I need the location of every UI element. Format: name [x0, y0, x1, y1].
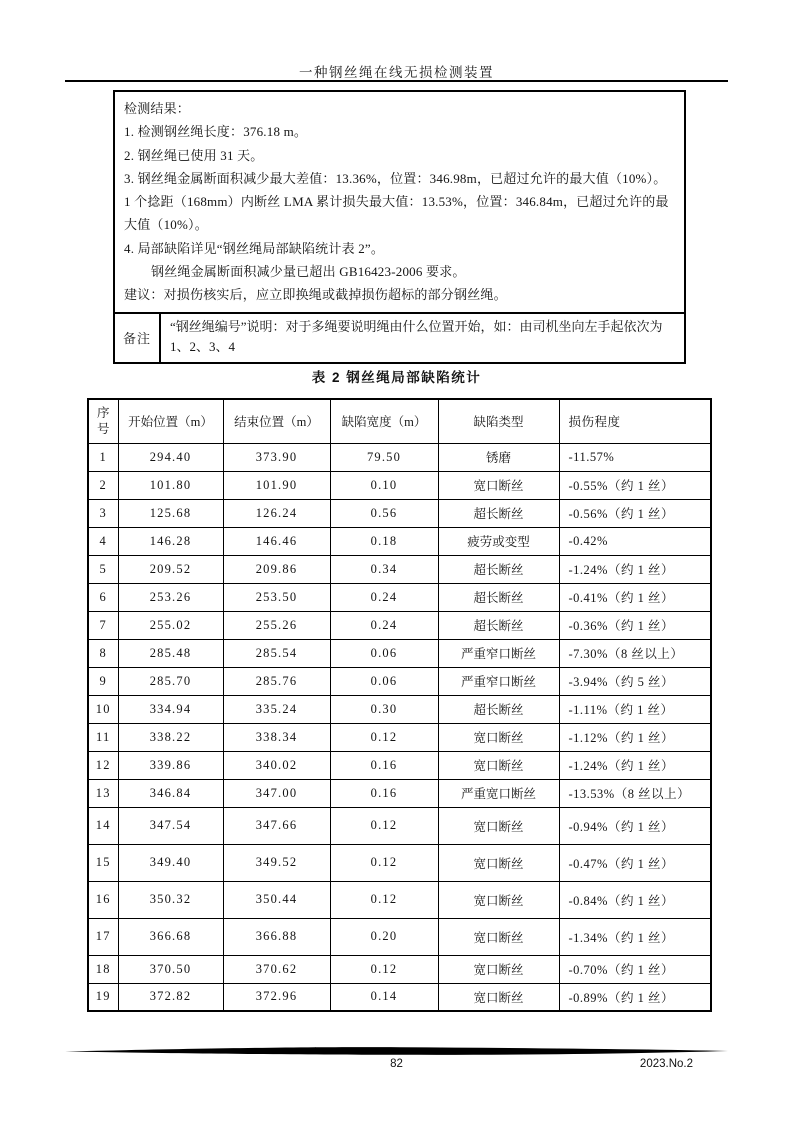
table-row	[88, 751, 711, 779]
cell-seq: 13	[88, 779, 118, 807]
cell-defect-type: 宽口断丝	[438, 471, 559, 499]
cell-end-position: 209.86	[223, 555, 330, 583]
cell-seq: 15	[88, 844, 118, 881]
column-header-defect-width: 缺陷宽度（m）	[330, 399, 438, 443]
cell-end-position: 253.50	[223, 583, 330, 611]
cell-start-position: 372.82	[118, 983, 223, 1011]
table-row	[88, 611, 711, 639]
cell-damage-degree: -0.89%（约 1 丝）	[559, 983, 711, 1011]
cell-damage-degree: -0.56%（约 1 丝）	[559, 499, 711, 527]
cell-damage-degree: -1.11%（约 1 丝）	[559, 695, 711, 723]
cell-end-position: 373.90	[223, 443, 330, 471]
cell-start-position: 334.94	[118, 695, 223, 723]
cell-defect-width: 0.56	[330, 499, 438, 527]
cell-end-position: 101.90	[223, 471, 330, 499]
table-row	[88, 779, 711, 807]
table-row	[88, 723, 711, 751]
cell-defect-type: 宽口断丝	[438, 723, 559, 751]
cell-defect-type: 宽口断丝	[438, 844, 559, 881]
header-rule	[65, 80, 728, 82]
cell-defect-width: 0.16	[330, 751, 438, 779]
inspection-result-box	[113, 90, 686, 364]
table-row	[88, 443, 711, 471]
column-header-defect-type: 缺陷类型	[438, 399, 559, 443]
report-line: 2. 钢丝绳已使用 31 天。	[124, 147, 264, 163]
cell-seq: 12	[88, 751, 118, 779]
table-row	[88, 918, 711, 955]
cell-damage-degree: -0.42%	[559, 527, 711, 555]
cell-damage-degree: -0.70%（约 1 丝）	[559, 955, 711, 983]
cell-defect-width: 0.34	[330, 555, 438, 583]
document-header-title: 一种钢丝绳在线无损检测装置	[299, 65, 494, 80]
cell-seq: 5	[88, 555, 118, 583]
table-row	[88, 983, 711, 1011]
cell-end-position: 335.24	[223, 695, 330, 723]
cell-start-position: 209.52	[118, 555, 223, 583]
cell-damage-degree: -0.55%（约 1 丝）	[559, 471, 711, 499]
cell-start-position: 255.02	[118, 611, 223, 639]
cell-start-position: 350.32	[118, 881, 223, 918]
cell-damage-degree: -7.30%（8 丝以上）	[559, 639, 711, 667]
cell-defect-width: 0.06	[330, 639, 438, 667]
cell-defect-width: 0.10	[330, 471, 438, 499]
cell-seq: 4	[88, 527, 118, 555]
defect-table-header-row	[88, 399, 711, 443]
cell-defect-type: 严重窄口断丝	[438, 639, 559, 667]
cell-defect-type: 宽口断丝	[438, 918, 559, 955]
cell-start-position: 285.70	[118, 667, 223, 695]
defect-table	[87, 398, 712, 1012]
report-line: 3. 钢丝绳金属断面积减少最大差值：13.36%，位置：346.98m，已超过允许的最大值（10%）。	[124, 170, 667, 186]
cell-damage-degree: -13.53%（8 丝以上）	[559, 779, 711, 807]
cell-seq: 11	[88, 723, 118, 751]
cell-seq: 9	[88, 667, 118, 695]
cell-damage-degree: -11.57%	[559, 443, 711, 471]
cell-defect-type: 超长断丝	[438, 583, 559, 611]
cell-seq: 7	[88, 611, 118, 639]
cell-end-position: 340.02	[223, 751, 330, 779]
table-row	[88, 471, 711, 499]
column-header-start-position: 开始位置（m）	[118, 399, 223, 443]
cell-seq: 1	[88, 443, 118, 471]
cell-defect-type: 宽口断丝	[438, 807, 559, 844]
cell-damage-degree: -0.94%（约 1 丝）	[559, 807, 711, 844]
cell-damage-degree: -0.36%（约 1 丝）	[559, 611, 711, 639]
cell-seq: 17	[88, 918, 118, 955]
cell-start-position: 370.50	[118, 955, 223, 983]
cell-seq: 6	[88, 583, 118, 611]
cell-end-position: 349.52	[223, 844, 330, 881]
cell-defect-type: 宽口断丝	[438, 955, 559, 983]
cell-defect-width: 0.24	[330, 583, 438, 611]
cell-seq: 2	[88, 471, 118, 499]
cell-defect-width: 79.50	[330, 443, 438, 471]
table-row	[88, 667, 711, 695]
table-row	[88, 499, 711, 527]
cell-defect-width: 0.12	[330, 881, 438, 918]
column-header-end-position: 结束位置（m）	[223, 399, 330, 443]
cell-end-position: 285.54	[223, 639, 330, 667]
report-line: 建议：对损伤核实后，应立即换绳或截掉损伤超标的部分钢丝绳。	[124, 287, 507, 303]
cell-start-position: 294.40	[118, 443, 223, 471]
cell-defect-width: 0.18	[330, 527, 438, 555]
cell-end-position: 285.76	[223, 667, 330, 695]
cell-damage-degree: -1.34%（约 1 丝）	[559, 918, 711, 955]
cell-defect-type: 超长断丝	[438, 611, 559, 639]
cell-defect-width: 0.14	[330, 983, 438, 1011]
cell-defect-width: 0.12	[330, 807, 438, 844]
report-line: 1 个捻距（168mm）内断丝 LMA 累计损失最大值：13.53%，位置：346.84m，已超过允许的最大值（10%）。	[124, 194, 669, 233]
table-row	[88, 844, 711, 881]
issue-label: 2023.No.2	[639, 1058, 693, 1070]
cell-start-position: 338.22	[118, 723, 223, 751]
cell-defect-type: 超长断丝	[438, 499, 559, 527]
cell-defect-type: 严重宽口断丝	[438, 779, 559, 807]
cell-end-position: 350.44	[223, 881, 330, 918]
remark-text: “钢丝绳编号”说明：对于多绳要说明绳由什么位置开始，如：由司机坐向左手起依次为 1、2、3、4	[170, 318, 663, 355]
cell-start-position: 347.54	[118, 807, 223, 844]
cell-start-position: 285.48	[118, 639, 223, 667]
cell-seq: 16	[88, 881, 118, 918]
cell-end-position: 338.34	[223, 723, 330, 751]
cell-start-position: 339.86	[118, 751, 223, 779]
table-row	[88, 881, 711, 918]
cell-defect-type: 宽口断丝	[438, 983, 559, 1011]
table-row	[88, 807, 711, 844]
cell-damage-degree: -0.41%（约 1 丝）	[559, 583, 711, 611]
remark-label: 备注	[115, 314, 161, 362]
cell-end-position: 372.96	[223, 983, 330, 1011]
table-row	[88, 639, 711, 667]
report-line: 检测结果：	[124, 101, 191, 116]
remark-row	[115, 312, 684, 362]
cell-end-position: 366.88	[223, 918, 330, 955]
cell-seq: 14	[88, 807, 118, 844]
cell-damage-degree: -0.47%（约 1 丝）	[559, 844, 711, 881]
report-line: 1. 检测钢丝绳长度：376.18 m。	[124, 124, 308, 140]
report-line: 钢丝绳金属断面积减少量已超出 GB16423-2006 要求。	[151, 264, 466, 280]
cell-damage-degree: -1.12%（约 1 丝）	[559, 723, 711, 751]
cell-start-position: 349.40	[118, 844, 223, 881]
cell-start-position: 101.80	[118, 471, 223, 499]
table-row	[88, 955, 711, 983]
cell-end-position: 347.66	[223, 807, 330, 844]
table-row	[88, 527, 711, 555]
cell-end-position: 347.00	[223, 779, 330, 807]
cell-end-position: 146.46	[223, 527, 330, 555]
cell-start-position: 125.68	[118, 499, 223, 527]
cell-end-position: 370.62	[223, 955, 330, 983]
cell-damage-degree: -1.24%（约 1 丝）	[559, 751, 711, 779]
cell-defect-width: 0.24	[330, 611, 438, 639]
cell-defect-width: 0.20	[330, 918, 438, 955]
table-row	[88, 583, 711, 611]
cell-defect-width: 0.12	[330, 723, 438, 751]
cell-seq: 3	[88, 499, 118, 527]
cell-start-position: 253.26	[118, 583, 223, 611]
cell-defect-type: 锈磨	[438, 443, 559, 471]
cell-damage-degree: -3.94%（约 5 丝）	[559, 667, 711, 695]
cell-defect-width: 0.12	[330, 955, 438, 983]
cell-start-position: 346.84	[118, 779, 223, 807]
inspection-result-text	[115, 92, 684, 312]
cell-seq: 8	[88, 639, 118, 667]
cell-seq: 18	[88, 955, 118, 983]
cell-defect-width: 0.06	[330, 667, 438, 695]
cell-damage-degree: -1.24%（约 1 丝）	[559, 555, 711, 583]
cell-seq: 10	[88, 695, 118, 723]
page-number: 82	[390, 1058, 403, 1070]
cell-defect-type: 疲劳或变型	[438, 527, 559, 555]
table-title: 表 2 钢丝绳局部缺陷统计	[311, 370, 482, 385]
column-header-seq: 序号	[88, 399, 118, 443]
cell-damage-degree: -0.84%（约 1 丝）	[559, 881, 711, 918]
cell-defect-type: 宽口断丝	[438, 881, 559, 918]
cell-end-position: 255.26	[223, 611, 330, 639]
cell-defect-type: 宽口断丝	[438, 751, 559, 779]
cell-defect-width: 0.30	[330, 695, 438, 723]
cell-end-position: 126.24	[223, 499, 330, 527]
table-row	[88, 695, 711, 723]
column-header-damage-degree: 损伤程度	[559, 399, 711, 443]
table-row	[88, 555, 711, 583]
cell-defect-type: 超长断丝	[438, 555, 559, 583]
cell-start-position: 146.28	[118, 527, 223, 555]
cell-start-position: 366.68	[118, 918, 223, 955]
cell-defect-type: 超长断丝	[438, 695, 559, 723]
cell-defect-width: 0.16	[330, 779, 438, 807]
cell-defect-width: 0.12	[330, 844, 438, 881]
cell-defect-type: 严重窄口断丝	[438, 667, 559, 695]
cell-seq: 19	[88, 983, 118, 1011]
report-line: 4. 局部缺陷详见“钢丝绳局部缺陷统计表 2”。	[124, 240, 385, 256]
